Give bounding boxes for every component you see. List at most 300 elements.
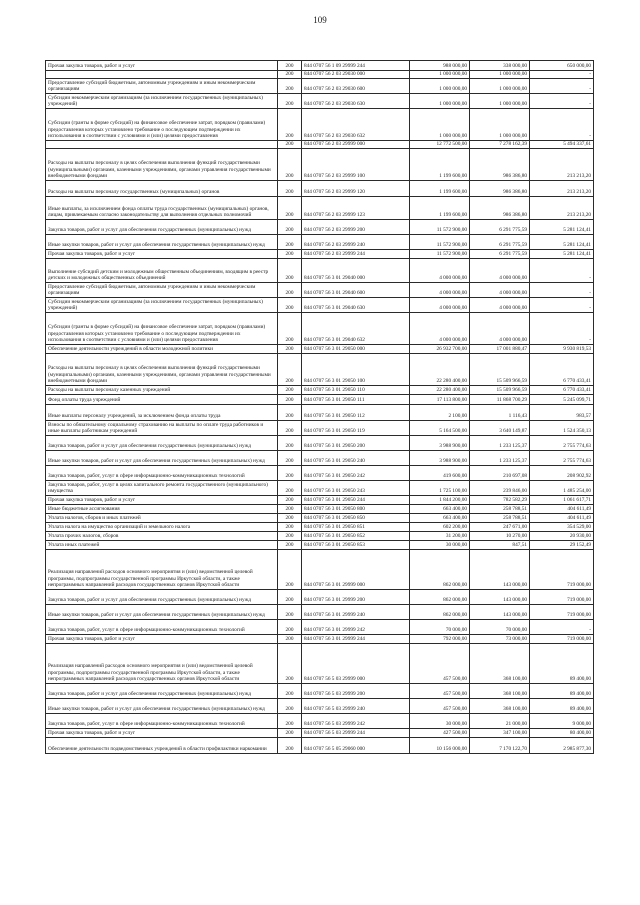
row-approved-amount: 1 000 000,00 xyxy=(410,94,470,109)
row-line-code: 200 xyxy=(278,620,302,635)
row-approved-amount: 988 000,00 xyxy=(410,61,470,71)
row-description: Прочая закупка товаров, работ и услуг xyxy=(46,61,278,71)
row-approved-amount: 11 572 900,00 xyxy=(410,250,470,259)
row-description: Выполнение субсидий детским и молодежным общественным объединениям, входящим в реестр детских и молодежных общественных объединений xyxy=(46,259,278,283)
row-executed-amount: 4 000 000,00 xyxy=(470,313,530,345)
table-row xyxy=(46,395,594,405)
row-unexecuted-amount: 213 213,20 xyxy=(530,197,594,220)
row-executed-amount: 258 788,51 xyxy=(470,514,530,523)
row-unexecuted-amount: 208 902,92 xyxy=(530,466,594,481)
row-budget-classification-code: 844 0707 56 3 01 29050 244 xyxy=(302,496,410,505)
row-executed-amount: 6 291 775,59 xyxy=(470,220,530,235)
row-unexecuted-amount: 719 000,00 xyxy=(530,605,594,620)
expenditure-table xyxy=(45,60,594,754)
row-executed-amount: 258 788,51 xyxy=(470,505,530,514)
row-unexecuted-amount: 719 000,00 xyxy=(530,590,594,605)
table-row xyxy=(46,354,594,386)
row-unexecuted-amount: 5 281 124,41 xyxy=(530,250,594,259)
table-row xyxy=(46,644,594,684)
row-line-code: 200 xyxy=(278,514,302,523)
row-unexecuted-amount: 719 000,00 xyxy=(530,635,594,644)
row-line-code: 200 xyxy=(278,729,302,738)
row-unexecuted-amount: 80 400,00 xyxy=(530,729,594,738)
table-row xyxy=(46,313,594,345)
page-number: 109 xyxy=(313,15,327,25)
row-unexecuted-amount: 6 770 433,41 xyxy=(530,354,594,386)
row-budget-classification-code: 844 0707 56 3 01 29050 853 xyxy=(302,541,410,550)
row-unexecuted-amount: 20 930,00 xyxy=(530,532,594,541)
row-executed-amount: 7 278 162,39 xyxy=(470,141,530,149)
row-description: Закупка товаров, работ, услуг в сфере информационно-коммуникационных технологий xyxy=(46,714,278,729)
row-approved-amount: 1 199 600,00 xyxy=(410,197,470,220)
row-unexecuted-amount: 5 281 124,41 xyxy=(530,235,594,250)
row-line-code: 200 xyxy=(278,283,302,298)
row-line-code: 200 xyxy=(278,541,302,550)
row-line-code: 200 xyxy=(278,345,302,354)
row-line-code: 200 xyxy=(278,71,302,79)
row-approved-amount: 1 199 600,00 xyxy=(410,181,470,197)
row-budget-classification-code: 844 0707 56 3 01 29050 850 xyxy=(302,514,410,523)
row-description: Субсидии (гранты в форме субсидий) на финансовое обеспечение затрат, порядком (правилами) предоставления которых установлено требование о последующем подтверждении их использования в соответствии с условиями и (или) целями предоставления xyxy=(46,109,278,141)
row-description: Закупка товаров, работ, услуг в целях капитального ремонта государственного (муниципального) имущества xyxy=(46,481,278,496)
row-approved-amount: 1 000 000,00 xyxy=(410,109,470,141)
row-approved-amount: 1 725 100,00 xyxy=(410,481,470,496)
row-unexecuted-amount: 983,57 xyxy=(530,405,594,421)
row-approved-amount: 3 988 900,00 xyxy=(410,436,470,451)
row-approved-amount: 1 199 600,00 xyxy=(410,149,470,181)
row-line-code: 200 xyxy=(278,395,302,405)
row-budget-classification-code: 844 0707 56 3 01 29050 100 xyxy=(302,354,410,386)
table-row xyxy=(46,149,594,181)
row-executed-amount: 1 233 125,37 xyxy=(470,451,530,466)
row-budget-classification-code: 844 0707 56 3 01 29050 110 xyxy=(302,386,410,395)
row-executed-amount: 1 000 000,00 xyxy=(470,94,530,109)
row-description: Расходы на выплаты персоналу государственных (муниципальных) органов xyxy=(46,181,278,197)
row-line-code: 200 xyxy=(278,250,302,259)
table-row xyxy=(46,71,594,79)
row-line-code: 200 xyxy=(278,181,302,197)
row-unexecuted-amount: 650 000,00 xyxy=(530,61,594,71)
row-description: Реализация направлений расходов основного мероприятия и (или) ведомственной целевой программы, подпрограммы государственной программы Иркутской области, а также непрограммных направлений расходов государственных органов Иркутской области xyxy=(46,644,278,684)
row-line-code: 200 xyxy=(278,405,302,421)
row-executed-amount: 1 233 125,37 xyxy=(470,436,530,451)
table-row xyxy=(46,635,594,644)
row-unexecuted-amount: 6 770 433,41 xyxy=(530,386,594,395)
row-unexecuted-amount: - xyxy=(530,109,594,141)
table-row xyxy=(46,220,594,235)
row-description: Субсидии некоммерческим организациям (за исключением государственных (муниципальных) учреждений) xyxy=(46,94,278,109)
row-unexecuted-amount: 2 755 774,63 xyxy=(530,451,594,466)
table-row xyxy=(46,523,594,532)
row-executed-amount: 73 000,00 xyxy=(470,635,530,644)
row-unexecuted-amount: 213 213,20 xyxy=(530,181,594,197)
row-unexecuted-amount: 1 485 254,00 xyxy=(530,481,594,496)
table-row xyxy=(46,79,594,94)
row-budget-classification-code: 844 0707 56 3 01 29050 240 xyxy=(302,451,410,466)
row-line-code: 200 xyxy=(278,590,302,605)
table-row xyxy=(46,405,594,421)
row-approved-amount: 3 988 900,00 xyxy=(410,451,470,466)
row-description: Прочая закупка товаров, работ и услуг xyxy=(46,729,278,738)
table-row xyxy=(46,550,594,590)
table-row xyxy=(46,421,594,436)
table-row xyxy=(46,466,594,481)
row-line-code: 200 xyxy=(278,259,302,283)
row-description: Иные бюджетные ассигнования xyxy=(46,505,278,514)
row-budget-classification-code: 844 0707 56 2 03 29999 100 xyxy=(302,149,410,181)
row-unexecuted-amount: - xyxy=(530,259,594,283)
row-budget-classification-code: 844 0707 56 3 01 29050 243 xyxy=(302,481,410,496)
table-row xyxy=(46,235,594,250)
row-executed-amount: 986 386,80 xyxy=(470,197,530,220)
row-executed-amount: 338 000,00 xyxy=(470,61,530,71)
row-budget-classification-code: 844 0707 56 3 01 29050 242 xyxy=(302,466,410,481)
row-approved-amount: 457 500,00 xyxy=(410,699,470,714)
row-unexecuted-amount: 1 061 617,71 xyxy=(530,496,594,505)
row-line-code: 200 xyxy=(278,466,302,481)
row-description: Закупка товаров, работ, услуг в сфере информационно-коммуникационных технологий xyxy=(46,466,278,481)
row-line-code: 200 xyxy=(278,94,302,109)
row-description: Субсидии (гранты в форме субсидий) на финансовое обеспечение затрат, порядком (правилами) предоставления которых установлено требование о последующем подтверждении их использования в соответствии с условиями и (или) целями предоставления xyxy=(46,313,278,345)
row-approved-amount: 792 000,00 xyxy=(410,635,470,644)
row-line-code: 200 xyxy=(278,436,302,451)
row-approved-amount: 1 000 000,00 xyxy=(410,79,470,94)
row-description: Закупка товаров, работ и услуг для обеспечения государственных (муниципальных) нужд xyxy=(46,590,278,605)
row-budget-classification-code: 844 0707 56 2 03 29999 244 xyxy=(302,250,410,259)
row-description: Предоставление субсидий бюджетным, автономным учреждениям и иным некоммерческим организациям xyxy=(46,79,278,94)
table-row xyxy=(46,250,594,259)
row-executed-amount: 986 386,80 xyxy=(470,181,530,197)
row-approved-amount: 2 100,00 xyxy=(410,405,470,421)
table-row xyxy=(46,714,594,729)
row-line-code: 200 xyxy=(278,451,302,466)
table-row xyxy=(46,496,594,505)
row-description: Уплата налога на имущество организаций и земельного налога xyxy=(46,523,278,532)
row-line-code: 200 xyxy=(278,109,302,141)
row-description: Закупка товаров, работ и услуг для обеспечения государственных (муниципальных) нужд xyxy=(46,684,278,699)
row-budget-classification-code: 844 0707 56 3 01 29050 119 xyxy=(302,421,410,436)
row-description: Реализация направлений расходов основного мероприятия и (или) ведомственной целевой программы, подпрограммы государственной программы Иркутской области, а также непрограммных направлений расходов государственных органов Иркутской области xyxy=(46,550,278,590)
table-row xyxy=(46,451,594,466)
row-line-code: 200 xyxy=(278,386,302,395)
row-unexecuted-amount: 213 213,20 xyxy=(530,149,594,181)
table-row xyxy=(46,298,594,313)
row-executed-amount: 10 270,00 xyxy=(470,532,530,541)
row-line-code: 200 xyxy=(278,699,302,714)
table-row xyxy=(46,109,594,141)
row-budget-classification-code: 844 0707 56 3 01 29050 851 xyxy=(302,523,410,532)
row-executed-amount: 6 291 775,59 xyxy=(470,250,530,259)
row-approved-amount: 4 000 000,00 xyxy=(410,259,470,283)
row-line-code: 200 xyxy=(278,313,302,345)
table-row xyxy=(46,684,594,699)
row-executed-amount: 782 582,29 xyxy=(470,496,530,505)
table-row xyxy=(46,532,594,541)
row-executed-amount: 4 000 000,00 xyxy=(470,283,530,298)
table-row xyxy=(46,181,594,197)
row-line-code: 200 xyxy=(278,684,302,699)
row-budget-classification-code: 844 0707 56 3 01 29050 852 xyxy=(302,532,410,541)
row-unexecuted-amount: 9 930 819,53 xyxy=(530,345,594,354)
row-approved-amount: 5 164 500,00 xyxy=(410,421,470,436)
table-row xyxy=(46,605,594,620)
row-unexecuted-amount: 404 611,49 xyxy=(530,514,594,523)
row-unexecuted-amount: 9 000,00 xyxy=(530,714,594,729)
row-unexecuted-amount: 89 400,00 xyxy=(530,644,594,684)
table-row xyxy=(46,386,594,395)
row-description: Прочая закупка товаров, работ и услуг xyxy=(46,250,278,259)
row-line-code: 200 xyxy=(278,149,302,181)
table-row xyxy=(46,738,594,754)
row-approved-amount: 4 000 000,00 xyxy=(410,283,470,298)
row-executed-amount: 1 000 000,00 xyxy=(470,79,530,94)
row-line-code: 200 xyxy=(278,61,302,71)
row-description: Фонд оплаты труда учреждений xyxy=(46,395,278,405)
row-approved-amount: 10 156 000,00 xyxy=(410,738,470,754)
row-unexecuted-amount: - xyxy=(530,79,594,94)
row-description: Взносы по обязательному социальному страхованию на выплаты по оплате труда работников и иные выплаты работникам учреждений xyxy=(46,421,278,436)
row-approved-amount: 663 400,00 xyxy=(410,505,470,514)
table-row xyxy=(46,514,594,523)
row-budget-classification-code: 844 0707 56 3 01 29050 111 xyxy=(302,395,410,405)
row-budget-classification-code: 844 0707 56 3 01 29050 800 xyxy=(302,505,410,514)
row-description: Уплата иных платежей xyxy=(46,541,278,550)
row-line-code: 200 xyxy=(278,738,302,754)
row-budget-classification-code: 844 0707 56 3 01 29999 244 xyxy=(302,635,410,644)
table-row xyxy=(46,141,594,149)
row-budget-classification-code: 844 0707 56 2 03 29030 630 xyxy=(302,94,410,109)
row-approved-amount: 419 600,00 xyxy=(410,466,470,481)
expenditure-table-body xyxy=(46,61,594,754)
row-description: Иные закупки товаров, работ и услуг для обеспечения государственных (муниципальных) нужд xyxy=(46,235,278,250)
row-budget-classification-code: 844 0707 56 2 03 29030 632 xyxy=(302,109,410,141)
table-row xyxy=(46,505,594,514)
row-unexecuted-amount: - xyxy=(530,620,594,635)
row-approved-amount: 862 000,00 xyxy=(410,550,470,590)
table-row xyxy=(46,436,594,451)
row-budget-classification-code: 844 0707 56 2 03 29999 000 xyxy=(302,141,410,149)
row-budget-classification-code: 844 0707 56 5 03 29999 240 xyxy=(302,699,410,714)
row-executed-amount: 1 000 000,00 xyxy=(470,109,530,141)
row-approved-amount: 22 280 400,00 xyxy=(410,354,470,386)
row-approved-amount: 26 932 700,00 xyxy=(410,345,470,354)
row-executed-amount: 210 697,08 xyxy=(470,466,530,481)
row-executed-amount: 847,51 xyxy=(470,541,530,550)
table-row xyxy=(46,197,594,220)
table-row xyxy=(46,541,594,550)
row-unexecuted-amount: - xyxy=(530,71,594,79)
row-description: Прочая закупка товаров, работ и услуг xyxy=(46,496,278,505)
row-line-code: 200 xyxy=(278,523,302,532)
row-executed-amount: 986 386,80 xyxy=(470,149,530,181)
row-description: Закупка товаров, работ и услуг для обеспечения государственных (муниципальных) нужд xyxy=(46,436,278,451)
row-description: Предоставление субсидий бюджетным, автономным учреждениям и иным некоммерческим организациям xyxy=(46,283,278,298)
row-line-code: 200 xyxy=(278,354,302,386)
row-executed-amount: 17 001 880,47 xyxy=(470,345,530,354)
row-approved-amount: 457 500,00 xyxy=(410,644,470,684)
row-unexecuted-amount: 404 611,49 xyxy=(530,505,594,514)
table-row xyxy=(46,94,594,109)
row-approved-amount: 1 000 000,00 xyxy=(410,71,470,79)
row-description: Субсидии некоммерческим организациям (за исключением государственных (муниципальных) учреждений) xyxy=(46,298,278,313)
table-row xyxy=(46,620,594,635)
row-unexecuted-amount: - xyxy=(530,283,594,298)
row-budget-classification-code: 844 0707 56 5 03 29999 000 xyxy=(302,644,410,684)
row-line-code: 200 xyxy=(278,605,302,620)
row-executed-amount: 7 170 122,70 xyxy=(470,738,530,754)
row-executed-amount: 6 291 775,59 xyxy=(470,235,530,250)
row-description: Иные закупки товаров, работ и услуг для обеспечения государственных (муниципальных) нужд xyxy=(46,605,278,620)
row-approved-amount: 70 000,00 xyxy=(410,620,470,635)
row-budget-classification-code: 844 0707 56 3 01 29999 242 xyxy=(302,620,410,635)
row-line-code: 200 xyxy=(278,220,302,235)
row-executed-amount: 3 640 149,87 xyxy=(470,421,530,436)
row-description: Прочая закупка товаров, работ и услуг xyxy=(46,635,278,644)
row-description: Расходы на выплаты персоналу казенных учреждений xyxy=(46,386,278,395)
row-executed-amount: 4 000 000,00 xyxy=(470,298,530,313)
row-approved-amount: 30 000,00 xyxy=(410,714,470,729)
row-executed-amount: 15 509 966,59 xyxy=(470,354,530,386)
row-executed-amount: 11 868 700,29 xyxy=(470,395,530,405)
row-line-code: 200 xyxy=(278,141,302,149)
row-budget-classification-code: 844 0707 56 3 01 29040 632 xyxy=(302,313,410,345)
row-executed-amount: 247 671,00 xyxy=(470,523,530,532)
row-budget-classification-code: 844 0707 56 2 03 29030 000 xyxy=(302,71,410,79)
row-budget-classification-code: 844 0707 56 2 03 29999 120 xyxy=(302,181,410,197)
row-budget-classification-code: 844 0707 56 3 01 29040 000 xyxy=(302,259,410,283)
row-budget-classification-code: 844 0707 56 2 03 29999 240 xyxy=(302,235,410,250)
table-row xyxy=(46,259,594,283)
row-approved-amount: 12 772 500,00 xyxy=(410,141,470,149)
row-description: Уплата налогов, сборов и иных платежей xyxy=(46,514,278,523)
row-approved-amount: 22 280 400,00 xyxy=(410,386,470,395)
row-executed-amount: 143 000,00 xyxy=(470,605,530,620)
row-budget-classification-code: 844 0707 56 5 03 29999 200 xyxy=(302,684,410,699)
row-approved-amount: 4 000 000,00 xyxy=(410,313,470,345)
row-line-code: 200 xyxy=(278,644,302,684)
row-budget-classification-code: 844 0707 56 3 01 29050 200 xyxy=(302,436,410,451)
row-budget-classification-code: 844 0707 56 3 01 29050 000 xyxy=(302,345,410,354)
row-approved-amount: 427 500,00 xyxy=(410,729,470,738)
row-executed-amount: 15 509 966,59 xyxy=(470,386,530,395)
row-unexecuted-amount: 89 400,00 xyxy=(530,684,594,699)
row-executed-amount: 143 000,00 xyxy=(470,590,530,605)
row-executed-amount: 4 000 000,00 xyxy=(470,259,530,283)
row-unexecuted-amount: 5 245 099,71 xyxy=(530,395,594,405)
row-budget-classification-code: 844 0707 56 3 01 29999 240 xyxy=(302,605,410,620)
row-approved-amount: 31 200,00 xyxy=(410,532,470,541)
row-description: Уплата прочих налогов, сборов xyxy=(46,532,278,541)
row-budget-classification-code: 844 0707 56 5 05 29060 000 xyxy=(302,738,410,754)
row-unexecuted-amount: 719 000,00 xyxy=(530,550,594,590)
row-executed-amount: 143 000,00 xyxy=(470,550,530,590)
row-unexecuted-amount: 2 985 877,30 xyxy=(530,738,594,754)
row-line-code: 200 xyxy=(278,197,302,220)
table-row xyxy=(46,481,594,496)
row-executed-amount: 21 000,00 xyxy=(470,714,530,729)
row-approved-amount: 17 113 800,00 xyxy=(410,395,470,405)
row-approved-amount: 30 000,00 xyxy=(410,541,470,550)
row-executed-amount: 368 100,00 xyxy=(470,684,530,699)
row-executed-amount: 1 116,43 xyxy=(470,405,530,421)
table-row xyxy=(46,283,594,298)
row-description: Обеспечение деятельности подведомственных учреждений в области профилактики наркомании xyxy=(46,738,278,754)
row-unexecuted-amount: - xyxy=(530,94,594,109)
row-description: Обеспечение деятельности учреждений в области молодежной политики xyxy=(46,345,278,354)
row-unexecuted-amount: 5 494 337,61 xyxy=(530,141,594,149)
row-unexecuted-amount: 89 400,00 xyxy=(530,699,594,714)
table-row xyxy=(46,699,594,714)
row-description: Иные выплаты, за исключением фонда оплаты труда государственных (муниципальных) органов, лицам, привлекаемым согласно законодательству для выполнения отдельных полномочий xyxy=(46,197,278,220)
row-budget-classification-code: 844 0707 56 2 03 29030 600 xyxy=(302,79,410,94)
row-budget-classification-code: 844 0707 56 2 03 29999 200 xyxy=(302,220,410,235)
row-description xyxy=(46,141,278,149)
row-description: Иные выплаты персоналу учреждений, за исключением фонда оплаты труда xyxy=(46,405,278,421)
row-line-code: 200 xyxy=(278,505,302,514)
row-unexecuted-amount: 354 529,00 xyxy=(530,523,594,532)
row-budget-classification-code: 844 0707 56 3 01 29999 200 xyxy=(302,590,410,605)
table-row xyxy=(46,729,594,738)
row-line-code: 200 xyxy=(278,79,302,94)
row-description: Закупка товаров, работ и услуг для обеспечения государственных (муниципальных) нужд xyxy=(46,220,278,235)
row-unexecuted-amount: 29 152,49 xyxy=(530,541,594,550)
row-executed-amount: 368 100,00 xyxy=(470,644,530,684)
row-line-code: 200 xyxy=(278,714,302,729)
row-executed-amount: 368 100,00 xyxy=(470,699,530,714)
row-description: Закупка товаров, работ, услуг в сфере информационно-коммуникационных технологий xyxy=(46,620,278,635)
row-unexecuted-amount: - xyxy=(530,298,594,313)
row-approved-amount: 663 400,00 xyxy=(410,514,470,523)
table-row xyxy=(46,61,594,71)
row-approved-amount: 11 572 900,00 xyxy=(410,235,470,250)
row-line-code: 200 xyxy=(278,635,302,644)
row-budget-classification-code: 844 0707 56 1 09 29999 244 xyxy=(302,61,410,71)
row-line-code: 200 xyxy=(278,298,302,313)
row-approved-amount: 862 000,00 xyxy=(410,590,470,605)
row-description: Иные закупки товаров, работ и услуг для обеспечения государственных (муниципальных) нужд xyxy=(46,699,278,714)
row-approved-amount: 11 572 900,00 xyxy=(410,220,470,235)
row-description: Расходы на выплаты персоналу в целях обеспечения выполнения функций государственными (муниципальными) органами, казенными учреждениями, органами управления государственными внебюджетными фондами xyxy=(46,149,278,181)
row-description xyxy=(46,71,278,79)
row-budget-classification-code: 844 0707 56 3 01 29050 112 xyxy=(302,405,410,421)
row-approved-amount: 457 500,00 xyxy=(410,684,470,699)
row-budget-classification-code: 844 0707 56 2 03 29999 123 xyxy=(302,197,410,220)
table-row xyxy=(46,345,594,354)
row-line-code: 200 xyxy=(278,421,302,436)
row-line-code: 200 xyxy=(278,235,302,250)
row-budget-classification-code: 844 0707 56 3 01 29040 600 xyxy=(302,283,410,298)
row-unexecuted-amount: - xyxy=(530,313,594,345)
row-line-code: 200 xyxy=(278,496,302,505)
row-line-code: 200 xyxy=(278,550,302,590)
row-unexecuted-amount: 1 524 350,13 xyxy=(530,421,594,436)
row-approved-amount: 4 000 000,00 xyxy=(410,298,470,313)
row-unexecuted-amount: 2 755 774,63 xyxy=(530,436,594,451)
row-line-code: 200 xyxy=(278,481,302,496)
row-approved-amount: 862 000,00 xyxy=(410,605,470,620)
row-description: Иные закупки товаров, работ и услуг для обеспечения государственных (муниципальных) нужд xyxy=(46,451,278,466)
row-executed-amount: 347 100,00 xyxy=(470,729,530,738)
table-row xyxy=(46,590,594,605)
row-unexecuted-amount: 5 281 124,41 xyxy=(530,220,594,235)
row-budget-classification-code: 844 0707 56 3 01 29040 630 xyxy=(302,298,410,313)
row-budget-classification-code: 844 0707 56 5 03 29999 242 xyxy=(302,714,410,729)
row-budget-classification-code: 844 0707 56 3 01 29999 000 xyxy=(302,550,410,590)
row-executed-amount: 1 000 000,00 xyxy=(470,71,530,79)
row-budget-classification-code: 844 0707 56 5 03 29999 244 xyxy=(302,729,410,738)
row-executed-amount: 239 846,00 xyxy=(470,481,530,496)
row-executed-amount: 70 000,00 xyxy=(470,620,530,635)
